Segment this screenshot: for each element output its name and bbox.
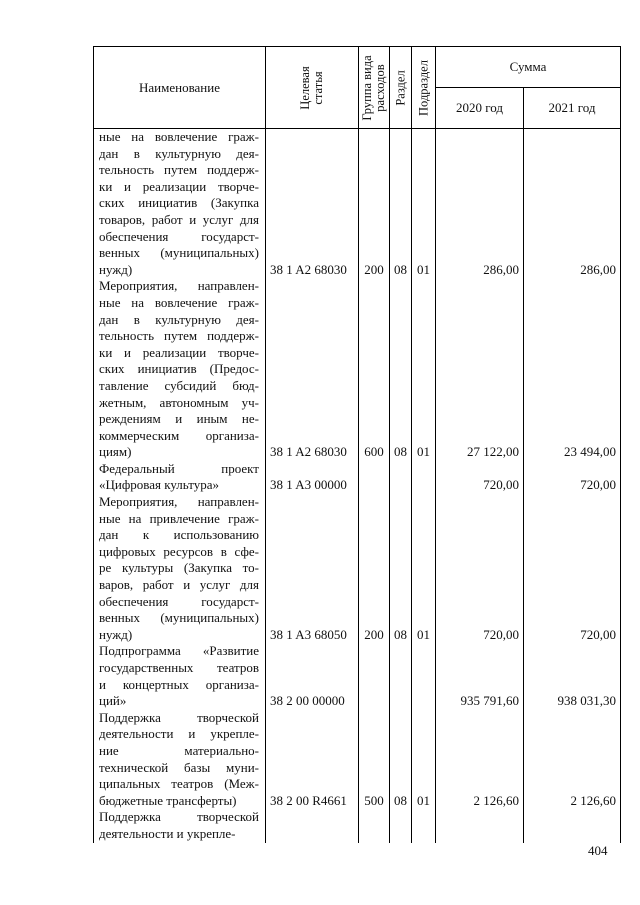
row-name-line: ние материально- bbox=[99, 742, 259, 758]
row-amount-2021: 23 494,00 bbox=[524, 278, 621, 461]
row-amount-2021: 720,00 bbox=[524, 461, 621, 494]
row-target-article bbox=[266, 809, 359, 842]
row-name-line: нужд) bbox=[99, 626, 133, 642]
row-amount-2020: 286,00 bbox=[436, 129, 524, 279]
table-row bbox=[94, 461, 621, 494]
row-name-line: ные на привлечение граж- bbox=[99, 510, 259, 526]
row-name-line: венных (муниципальных) bbox=[99, 245, 259, 261]
row-name-line: обеспечения государст- bbox=[99, 593, 259, 609]
row-name-line: реждениям и иным не- bbox=[99, 411, 259, 427]
row-amount-2021: 286,00 bbox=[524, 129, 621, 279]
table-row bbox=[94, 494, 621, 643]
row-expense-group bbox=[359, 809, 390, 842]
header-year-2021: 2021 год bbox=[524, 88, 621, 129]
row-name-line: дан к использованию bbox=[99, 527, 259, 543]
header-subsection-text: Подраздел bbox=[416, 59, 430, 116]
row-amount-2021 bbox=[524, 809, 621, 842]
row-name-line: обеспечения государст- bbox=[99, 228, 259, 244]
header-expense-group bbox=[359, 47, 390, 129]
row-name-line: Поддержка творческой bbox=[99, 809, 259, 825]
row-name-line: ре культуры (Закупка то- bbox=[99, 560, 259, 576]
row-name-line: цифровых ресурсов в сфе- bbox=[99, 543, 259, 559]
budget-table bbox=[93, 46, 621, 843]
table-row bbox=[94, 809, 621, 842]
row-subsection bbox=[412, 809, 436, 842]
row-section: 08 bbox=[390, 710, 412, 810]
header-section-text: Раздел bbox=[393, 69, 407, 106]
row-subsection: 01 bbox=[412, 710, 436, 810]
row-expense-group bbox=[359, 643, 390, 709]
row-name-line: дан в культурную дея- bbox=[99, 311, 259, 327]
row-expense-group: 200 bbox=[359, 494, 390, 643]
row-amount-2021: 938 031,30 bbox=[524, 643, 621, 709]
row-section bbox=[390, 809, 412, 842]
row-name-line: жетным, автономным уч- bbox=[99, 394, 259, 410]
header-subsection bbox=[412, 47, 436, 129]
row-name bbox=[94, 710, 266, 810]
row-target-article: 38 1 A3 68050 bbox=[266, 494, 359, 643]
row-name-line: тельность путем поддерж- bbox=[99, 328, 259, 344]
row-amount-2020: 2 126,60 bbox=[436, 710, 524, 810]
header-sum: Сумма bbox=[436, 47, 621, 88]
row-name-line: товаров, работ и услуг для bbox=[99, 211, 259, 227]
row-target-article: 38 1 A2 68030 bbox=[266, 129, 359, 279]
row-amount-2020: 720,00 bbox=[436, 461, 524, 494]
row-expense-group bbox=[359, 461, 390, 494]
row-name-line: тавление субсидий бюд- bbox=[99, 377, 259, 393]
header-expense-group-text: Группа вида расходов bbox=[360, 54, 387, 121]
row-name-line: деятельности и укрепле- bbox=[99, 825, 236, 841]
row-name-line: Подпрограмма «Развитие bbox=[99, 643, 259, 659]
row-name-line: ципальных театров (Меж- bbox=[99, 776, 259, 792]
row-name-line: дан в культурную дея- bbox=[99, 145, 259, 161]
row-name-line: Мероприятия, направлен- bbox=[99, 278, 259, 294]
header-section bbox=[390, 47, 412, 129]
row-amount-2020: 720,00 bbox=[436, 494, 524, 643]
row-name bbox=[94, 129, 266, 279]
row-amount-2020: 935 791,60 bbox=[436, 643, 524, 709]
row-name-line: Поддержка творческой bbox=[99, 709, 259, 725]
row-name-line: ки и реализации творче- bbox=[99, 344, 259, 360]
row-section: 08 bbox=[390, 494, 412, 643]
row-name-line: Мероприятия, направлен- bbox=[99, 494, 259, 510]
row-name-line: ских инициатив (Предос- bbox=[99, 361, 259, 377]
row-expense-group: 600 bbox=[359, 278, 390, 461]
header-name: Наименование bbox=[94, 47, 266, 129]
table-row bbox=[94, 710, 621, 810]
table-row bbox=[94, 278, 621, 461]
row-name-line: ные на вовлечение граж- bbox=[99, 294, 259, 310]
row-subsection bbox=[412, 643, 436, 709]
row-expense-group: 200 bbox=[359, 129, 390, 279]
row-name-line: государственных театров bbox=[99, 660, 259, 675]
page-number: 404 bbox=[588, 843, 608, 858]
row-name-line: коммерческим организа- bbox=[99, 427, 259, 443]
row-name bbox=[94, 494, 266, 643]
row-target-article: 38 1 A3 00000 bbox=[266, 461, 359, 494]
row-subsection bbox=[412, 461, 436, 494]
row-name bbox=[94, 809, 266, 842]
row-name-line: деятельности и укрепле- bbox=[99, 726, 259, 742]
row-name-line: тельность путем поддерж- bbox=[99, 162, 259, 178]
row-section: 08 bbox=[390, 278, 412, 461]
row-name-line: «Цифровая культура» bbox=[99, 477, 219, 493]
row-name-line: циям) bbox=[99, 444, 132, 460]
table-row bbox=[94, 129, 621, 279]
row-section bbox=[390, 461, 412, 494]
table-row bbox=[94, 643, 621, 709]
row-name-line: и концертных организа- bbox=[99, 676, 259, 692]
row-target-article: 38 1 A2 68030 bbox=[266, 278, 359, 461]
row-subsection: 01 bbox=[412, 129, 436, 279]
header-target-article bbox=[266, 47, 359, 129]
row-target-article: 38 2 00 00000 bbox=[266, 643, 359, 709]
row-name-line: бюджетные трансферты) bbox=[99, 792, 237, 808]
row-name-line: варов, работ и услуг для bbox=[99, 577, 259, 593]
row-expense-group: 500 bbox=[359, 710, 390, 810]
row-name-line: венных (муниципальных) bbox=[99, 610, 259, 626]
row-section bbox=[390, 643, 412, 709]
row-subsection: 01 bbox=[412, 494, 436, 643]
row-name-line: ских инициатив (Закупка bbox=[99, 195, 259, 211]
row-name-line: Федеральный проект bbox=[99, 460, 259, 476]
row-name-line: ные на вовлечение граж- bbox=[99, 129, 259, 144]
row-amount-2021: 2 126,60 bbox=[524, 710, 621, 810]
row-name bbox=[94, 278, 266, 461]
row-name bbox=[94, 643, 266, 709]
row-name-line: ций» bbox=[99, 693, 127, 709]
row-name-line: нужд) bbox=[99, 261, 133, 277]
row-section: 08 bbox=[390, 129, 412, 279]
header-target-article-text: Целевая статья bbox=[298, 65, 325, 110]
row-amount-2020 bbox=[436, 809, 524, 842]
header-year-2020: 2020 год bbox=[436, 88, 524, 129]
row-subsection: 01 bbox=[412, 278, 436, 461]
row-amount-2020: 27 122,00 bbox=[436, 278, 524, 461]
row-target-article: 38 2 00 R4661 bbox=[266, 710, 359, 810]
row-amount-2021: 720,00 bbox=[524, 494, 621, 643]
row-name-line: ки и реализации творче- bbox=[99, 178, 259, 194]
row-name bbox=[94, 461, 266, 494]
row-name-line: технической базы муни- bbox=[99, 759, 259, 775]
